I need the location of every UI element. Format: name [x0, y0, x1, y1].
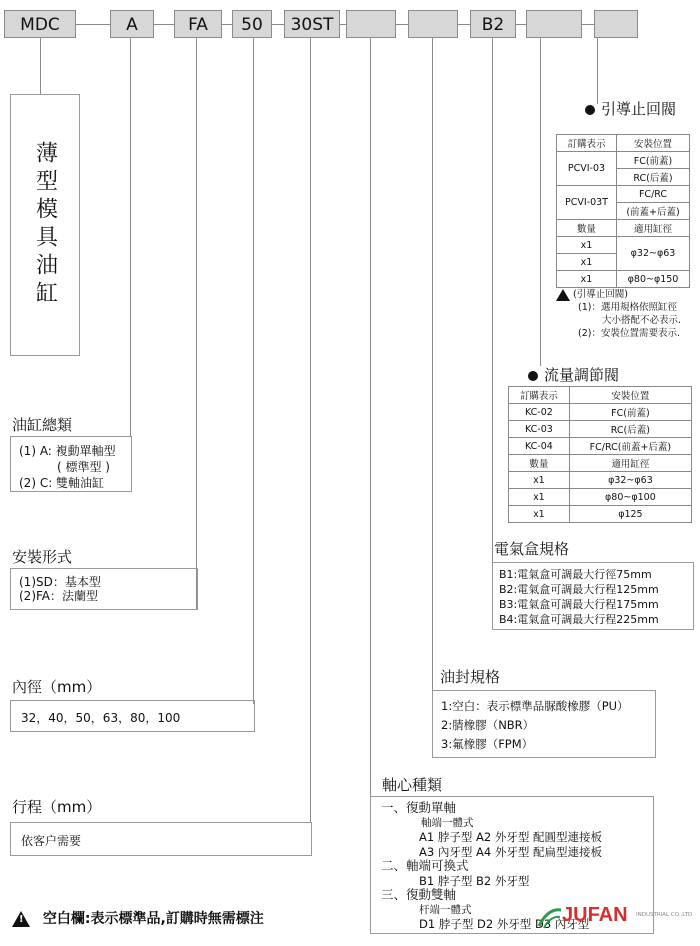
switch-box-line: B4:電氣盒可調最大行程225mm — [499, 613, 659, 626]
table-cell: PCVI-03T — [557, 186, 617, 220]
warning-icon: ! — [12, 911, 30, 927]
mount-line: (1)SD：基本型 — [19, 575, 101, 589]
product-name-box — [10, 94, 80, 356]
seal-title: 油封規格 — [440, 668, 501, 686]
rod-line: 杆端一體式 — [419, 903, 472, 916]
check-valve-title: 引導止回閥 — [585, 98, 676, 119]
rod-line: 二、軸端可換式 — [381, 858, 469, 873]
leader-line-check — [597, 38, 598, 104]
dash-connector — [516, 24, 526, 25]
code-box-bore: 50 — [232, 10, 272, 38]
rod-line: A3 內牙型 A4 外牙型 配扁型連接板 — [419, 844, 602, 859]
dash-connector — [272, 24, 284, 25]
leader-line-mount — [196, 38, 197, 610]
check-valve-table: 訂購表示 安裝位置 PCVI-03 FC(前蓋) RC(后蓋) PCVI-03T FC/RC (前蓋+后蓋) 數量 適用缸徑 x1 φ32~φ63 x1 x1 φ80~φ150 — [556, 134, 690, 288]
bore-box — [10, 700, 255, 732]
leader-line-stroke — [310, 38, 311, 822]
rod-title: 軸心種類 — [382, 776, 443, 794]
code-box-flow — [526, 10, 582, 38]
dash-connector — [396, 24, 408, 25]
logo-brand: JUFAN — [562, 904, 628, 926]
footer-note: ! 空白欄:表示標準品,訂購時無需標注 — [12, 908, 264, 928]
cyl-type-title: 油缸總類 — [12, 416, 73, 434]
flow-valve-table: 訂購表示 安裝位置 KC-02 FC(前蓋) KC-03 RC(后蓋) KC-04 FC/RC(前蓋+后蓋) 數量 適用缸徑 x1 φ32~φ63 x1 φ80~φ100 x1 φ125 — [508, 386, 692, 523]
code-box-seal — [408, 10, 458, 38]
company-logo — [536, 904, 696, 930]
dash-connector — [340, 24, 346, 25]
leader-line-seal — [432, 38, 433, 690]
flow-valve-title: 流量調節閥 — [528, 364, 619, 385]
bore-title: 內徑（mm） — [12, 678, 102, 696]
code-box-type: A — [110, 10, 154, 38]
cyl-type-line: ( 標準型 ) — [57, 460, 110, 474]
leader-line-bore — [253, 38, 254, 704]
code-box-stroke: 30ST — [284, 10, 340, 38]
dash-connector — [582, 24, 594, 25]
seal-line: 2:腈橡膠（NBR） — [441, 718, 535, 732]
mount-box — [10, 568, 198, 610]
dash-connector — [222, 24, 232, 25]
switch-box-line: B1:電氣盒可調最大行徑75mm — [499, 568, 652, 581]
code-box-series: MDC — [4, 10, 76, 38]
logo-sub: INDUSTRIAL CO.,LTD — [636, 912, 693, 918]
switch-box-line: B3:電氣盒可調最大行程175mm — [499, 598, 659, 611]
product-name: 薄型模具油缸 — [32, 141, 58, 309]
stroke-title: 行程（mm） — [12, 798, 102, 816]
leader-line-flow — [540, 38, 541, 366]
code-box-rod — [346, 10, 396, 38]
leader-line-series — [40, 38, 41, 94]
seal-box — [432, 690, 656, 758]
stroke-box — [10, 822, 312, 856]
code-box-mount: FA — [174, 10, 222, 38]
cyl-type-line: (1) A: 複動單軸型 — [19, 444, 116, 458]
rod-line: A1 脖子型 A2 外牙型 配圓型連接板 — [419, 830, 602, 844]
switch-box-line: B2:電氣盒可調最大行程125mm — [499, 583, 659, 596]
stroke-value: 依客户需要 — [21, 834, 82, 848]
leader-line-type — [130, 38, 131, 436]
code-box-check — [594, 10, 638, 38]
bullet-icon — [528, 371, 538, 381]
switch-box-box — [492, 562, 694, 630]
bullet-icon — [585, 105, 595, 115]
check-valve-notes: (引導止回閥) (1)：選用規格依照缸徑 大小搭配不必表示. (2)：安裝位置需要表示. — [556, 288, 692, 340]
mount-title: 安裝形式 — [12, 548, 73, 566]
rod-line: D1 脖子型 D2 外牙型 D3 內牙型 — [419, 917, 590, 931]
leader-line-rod — [370, 38, 371, 806]
leader-line-switch — [492, 38, 493, 562]
rod-line: 一、復動單軸 — [381, 800, 457, 815]
rod-line: B1 脖子型 B2 外牙型 — [419, 873, 530, 888]
rod-line: 軸端一體式 — [421, 816, 474, 829]
seal-line: 3:氟橡膠（FPM） — [441, 737, 534, 751]
cyl-type-line: (2) C: 雙軸油缸 — [19, 476, 105, 490]
mount-line: (2)FA：法蘭型 — [19, 589, 99, 603]
seal-line: 1:空白：表示標準品脲酸橡膠（PU） — [441, 699, 629, 713]
dash-connector — [458, 24, 470, 25]
logo-icon — [536, 904, 564, 930]
code-box-switch: B2 — [470, 10, 516, 38]
dash-connector — [154, 24, 174, 25]
table-cell: PCVI-03 — [557, 152, 617, 186]
cyl-type-box — [10, 436, 132, 492]
warning-icon — [556, 289, 570, 301]
dash-connector — [76, 24, 110, 25]
switch-box-title: 電氣盒規格 — [494, 540, 570, 558]
bore-value: 32，40，50，63，80，100 — [21, 711, 181, 725]
rod-line: 三、復動雙軸 — [381, 887, 457, 902]
